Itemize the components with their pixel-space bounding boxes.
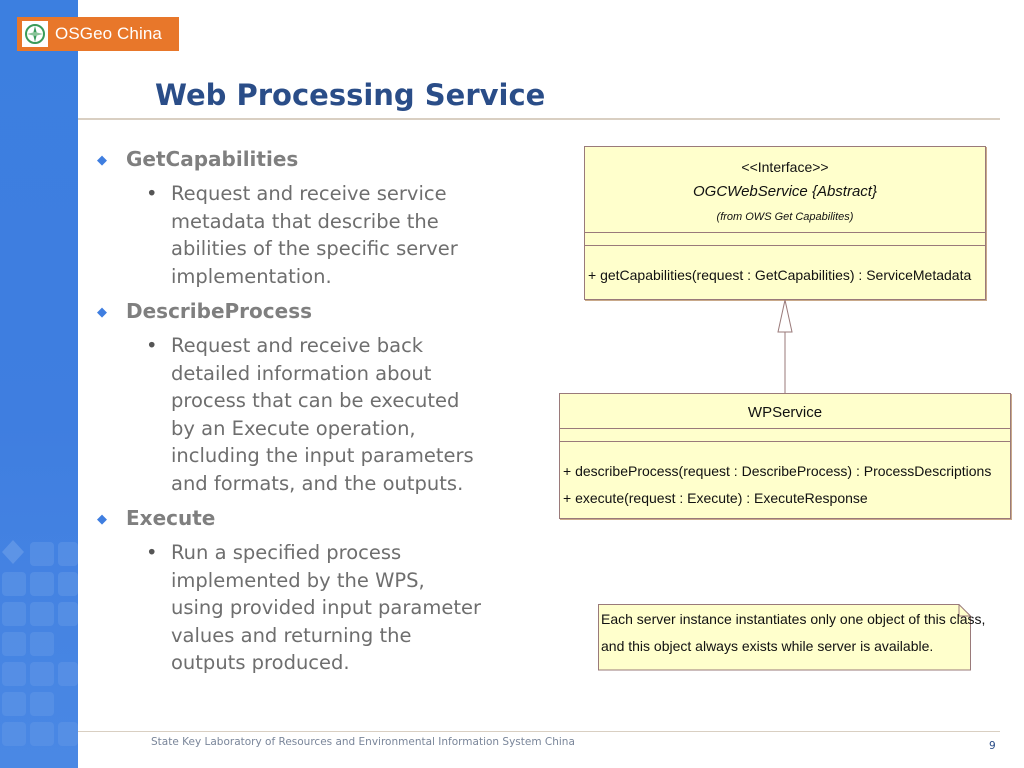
detail-line: Request and receive back — [171, 334, 424, 357]
bullet-heading — [96, 298, 556, 324]
footer-divider — [78, 731, 1000, 732]
uml-operation: + execute(request : Execute) : ExecuteResponse — [563, 490, 868, 506]
detail-line: Request and receive service — [171, 182, 447, 205]
uml-operation: + getCapabilities(request : GetCapabilities) : ServiceMetadata — [588, 267, 972, 283]
detail-line: by an Execute operation, — [171, 416, 416, 440]
detail-line: Run a specified process — [171, 541, 402, 564]
uml-interface-class — [584, 146, 986, 300]
uml-operation: + describeProcess(request : DescribeProcess) : ProcessDescriptions — [563, 463, 992, 479]
bullet-detail — [96, 180, 556, 290]
dot-bullet-icon: • — [146, 541, 158, 564]
uml-wpservice-class — [559, 393, 1011, 519]
detail-line: and formats, and the outputs. — [171, 471, 464, 495]
detail-line: using provided input parameter — [171, 596, 481, 619]
bullet-detail — [96, 539, 556, 677]
dot-bullet-icon: • — [146, 334, 158, 357]
uml-note-line: and this object always exists while server is available. — [601, 638, 934, 654]
bullet-heading-text: DescribeProcess — [126, 299, 313, 323]
uml-from-package: (from OWS Get Capabilites) — [716, 211, 854, 223]
detail-line: detailed information about — [171, 361, 432, 385]
detail-line: implemented by the WPS, — [171, 568, 425, 592]
title-divider — [78, 118, 1000, 120]
diamond-bullet-icon: ◆ — [97, 512, 107, 527]
uml-compartment-divider — [560, 441, 1010, 442]
detail-line: values and returning the — [171, 623, 412, 647]
osgeo-logo — [17, 17, 179, 51]
detail-line: implementation. — [171, 264, 332, 288]
bullet-detail — [96, 332, 556, 497]
bullet-heading — [96, 505, 556, 531]
detail-line: process that can be executed — [171, 389, 460, 412]
uml-generalization-arrow — [770, 298, 800, 394]
bullet-heading — [96, 146, 556, 172]
detail-line: including the input parameters — [171, 444, 474, 467]
uml-compartment-divider — [585, 245, 985, 246]
uml-note-line: Each server instance instantiates only one object of this class, — [601, 611, 986, 627]
sidebar-tile-pattern — [0, 540, 78, 768]
diamond-bullet-icon: ◆ — [97, 305, 107, 320]
bullet-heading-text: Execute — [126, 506, 216, 530]
detail-line: metadata that describe the — [171, 209, 439, 233]
logo-text: OSGeo China — [55, 24, 162, 43]
diamond-bullet-icon: ◆ — [97, 153, 107, 168]
footer-text: State Key Laboratory of Resources and Environmental Information System China — [151, 736, 575, 748]
uml-interface-name: OGCWebService {Abstract} — [693, 183, 877, 200]
sidebar-band — [0, 0, 78, 768]
uml-stereotype: <<Interface>> — [741, 159, 829, 175]
dot-bullet-icon: • — [146, 182, 158, 205]
compass-icon — [22, 21, 48, 47]
detail-line: abilities of the specific server — [171, 237, 458, 260]
uml-compartment-divider — [560, 428, 1010, 429]
bullet-heading-text: GetCapabilities — [126, 147, 299, 171]
bullet-list — [96, 146, 556, 685]
page-title: Web Processing Service — [155, 78, 546, 112]
uml-compartment-divider — [585, 232, 985, 233]
uml-class-name: WPService — [747, 404, 823, 421]
detail-line: outputs produced. — [171, 651, 350, 674]
page-number: 9 — [989, 740, 996, 752]
